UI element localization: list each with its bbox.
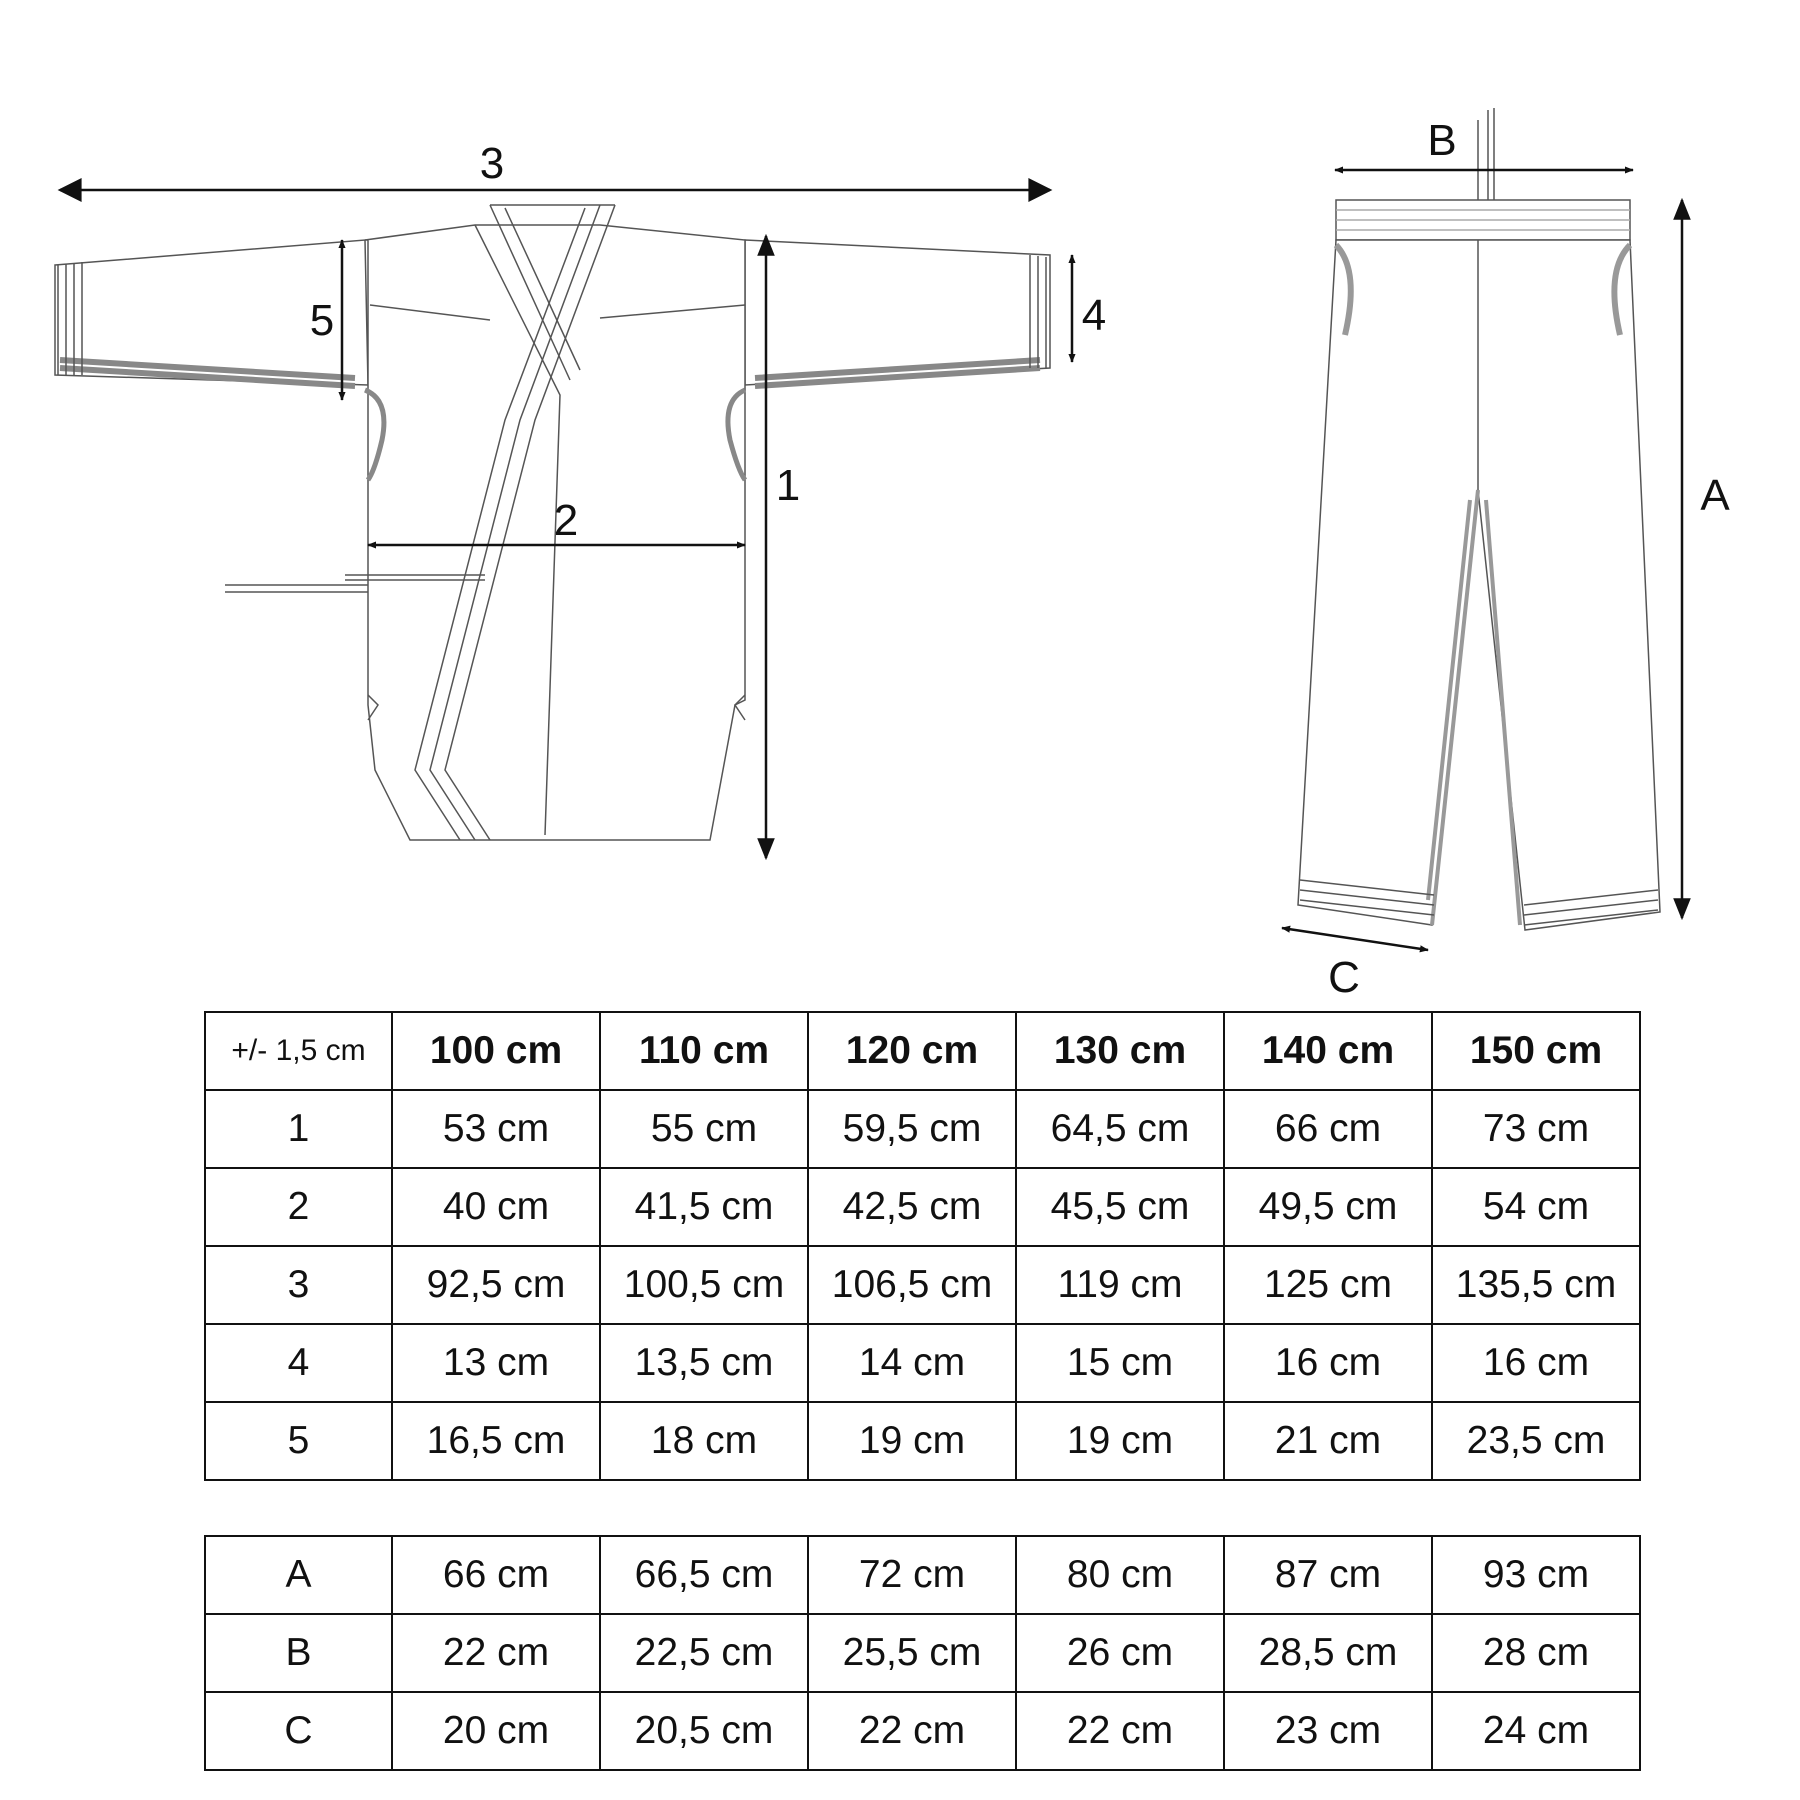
table-cell: 72 cm xyxy=(808,1536,1016,1614)
table-cell: 28,5 cm xyxy=(1224,1614,1432,1692)
jacket-drawing xyxy=(55,205,1050,840)
table-cell: 13 cm xyxy=(392,1324,600,1402)
table-cell: 54 cm xyxy=(1432,1168,1640,1246)
label-C: C xyxy=(1328,953,1360,1000)
table-row xyxy=(205,1402,1640,1480)
table-cell: 20 cm xyxy=(392,1692,600,1770)
table-cell: 106,5 cm xyxy=(808,1246,1016,1324)
label-1: 1 xyxy=(775,461,801,510)
table-cell: 19 cm xyxy=(808,1402,1016,1480)
row-label: 2 xyxy=(205,1168,392,1246)
table-cell: 21 cm xyxy=(1224,1402,1432,1480)
label-3: 3 xyxy=(479,139,505,188)
table-row xyxy=(205,1536,1640,1614)
table-cell: 13,5 cm xyxy=(600,1324,808,1402)
table-row xyxy=(205,1614,1640,1692)
table-cell: 125 cm xyxy=(1224,1246,1432,1324)
table-cell: 19 cm xyxy=(1016,1402,1224,1480)
table-cell: 55 cm xyxy=(600,1090,808,1168)
pants-size-table xyxy=(204,1535,1641,1771)
label-2: 2 xyxy=(553,496,579,545)
table-cell: 40 cm xyxy=(392,1168,600,1246)
table-cell: 20,5 cm xyxy=(600,1692,808,1770)
label-4: 4 xyxy=(1081,291,1107,340)
table-cell: 23,5 cm xyxy=(1432,1402,1640,1480)
row-label: A xyxy=(205,1536,392,1614)
label-B: B xyxy=(1427,116,1457,165)
row-label: 5 xyxy=(205,1402,392,1480)
table-cell: 41,5 cm xyxy=(600,1168,808,1246)
table-cell: 22,5 cm xyxy=(600,1614,808,1692)
table-row xyxy=(205,1692,1640,1770)
size-header: 150 cm xyxy=(1432,1012,1640,1090)
table-cell: 23 cm xyxy=(1224,1692,1432,1770)
row-label: 4 xyxy=(205,1324,392,1402)
table-cell: 16,5 cm xyxy=(392,1402,600,1480)
pants-drawing xyxy=(1298,108,1660,930)
row-label: 1 xyxy=(205,1090,392,1168)
table-cell: 18 cm xyxy=(600,1402,808,1480)
size-header: 120 cm xyxy=(808,1012,1016,1090)
row-label: 3 xyxy=(205,1246,392,1324)
table-cell: 49,5 cm xyxy=(1224,1168,1432,1246)
table-cell: 16 cm xyxy=(1432,1324,1640,1402)
dim-C-arrow xyxy=(1282,928,1428,950)
table-cell: 53 cm xyxy=(392,1090,600,1168)
table-cell: 42,5 cm xyxy=(808,1168,1016,1246)
table-cell: 14 cm xyxy=(808,1324,1016,1402)
table-row xyxy=(205,1324,1640,1402)
table-cell: 66 cm xyxy=(1224,1090,1432,1168)
table-cell: 15 cm xyxy=(1016,1324,1224,1402)
table-cell: 22 cm xyxy=(808,1692,1016,1770)
table-cell: 135,5 cm xyxy=(1432,1246,1640,1324)
size-header: 100 cm xyxy=(392,1012,600,1090)
row-label: C xyxy=(205,1692,392,1770)
label-A: A xyxy=(1700,471,1730,520)
table-cell: 25,5 cm xyxy=(808,1614,1016,1692)
table-cell: 93 cm xyxy=(1432,1536,1640,1614)
table-cell: 26 cm xyxy=(1016,1614,1224,1692)
row-label: B xyxy=(205,1614,392,1692)
size-header: 130 cm xyxy=(1016,1012,1224,1090)
table-row xyxy=(205,1090,1640,1168)
table-cell: 66 cm xyxy=(392,1536,600,1614)
size-header: 110 cm xyxy=(600,1012,808,1090)
table-cell: 45,5 cm xyxy=(1016,1168,1224,1246)
table-cell: 66,5 cm xyxy=(600,1536,808,1614)
size-header: 140 cm xyxy=(1224,1012,1432,1090)
table-cell: 92,5 cm xyxy=(392,1246,600,1324)
table-cell: 73 cm xyxy=(1432,1090,1640,1168)
table-cell: 24 cm xyxy=(1432,1692,1640,1770)
table-cell: 22 cm xyxy=(392,1614,600,1692)
table-cell: 80 cm xyxy=(1016,1536,1224,1614)
table-cell: 28 cm xyxy=(1432,1614,1640,1692)
label-5: 5 xyxy=(309,296,335,345)
table-cell: 100,5 cm xyxy=(600,1246,808,1324)
jacket-size-table xyxy=(204,1011,1641,1481)
table-cell: 22 cm xyxy=(1016,1692,1224,1770)
tolerance-cell: +/- 1,5 cm xyxy=(205,1012,392,1090)
table-row xyxy=(205,1246,1640,1324)
table-cell: 87 cm xyxy=(1224,1536,1432,1614)
table-cell: 119 cm xyxy=(1016,1246,1224,1324)
table-cell: 64,5 cm xyxy=(1016,1090,1224,1168)
table-row xyxy=(205,1168,1640,1246)
table-cell: 59,5 cm xyxy=(808,1090,1016,1168)
table-cell: 16 cm xyxy=(1224,1324,1432,1402)
table-header-row xyxy=(205,1012,1640,1090)
